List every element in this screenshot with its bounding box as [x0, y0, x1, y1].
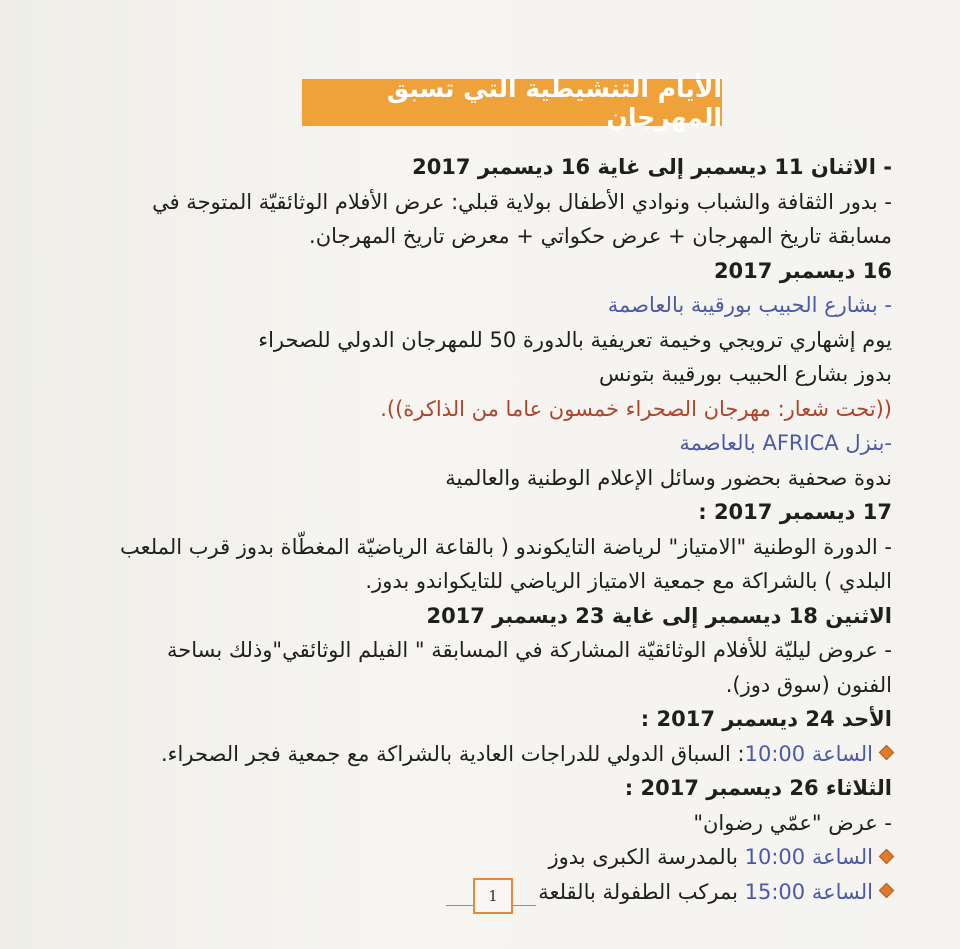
session-text: : السباق الدولي للدراجات العادية بالشراكة مع جمعية فجر الصحراء.	[160, 741, 745, 766]
text-line: - بدور الثقافة والشباب ونوادي الأطفال بولاية قبلي: عرض الأفلام الوثائقيّة المتوجة في	[152, 189, 892, 214]
text-line: - عروض ليليّة للأفلام الوثائقيّة المشاركة في المسابقة " الفيلم الوثائقي"وذلك بساحة	[166, 638, 892, 662]
session-text: بالمدرسة الكبرى بدوز	[548, 845, 745, 869]
diamond-bullet-icon	[879, 883, 895, 899]
date-heading: 16 ديسمبر 2017	[713, 258, 892, 283]
location-line: - بشارع الحبيب بورقيبة بالعاصمة	[607, 293, 892, 317]
date-heading: الأحد 24 ديسمبر 2017 :	[640, 707, 892, 731]
date-heading: الثلاثاء 26 ديسمبر 2017 :	[624, 776, 892, 800]
session-line	[100, 737, 892, 772]
session-time: الساعة 10:00	[744, 845, 873, 869]
date-heading: 17 ديسمبر 2017 :	[698, 500, 892, 524]
text-line: مسابقة تاريخ المهرجان + عرض حكواتي + معرض تاريخ المهرجان.	[309, 224, 892, 248]
session-time: الساعة 15:00	[744, 879, 873, 904]
section-title: الأيام التنشيطية التي تسبق المهرجان	[302, 79, 722, 126]
diamond-bullet-icon	[879, 848, 895, 864]
text-line: البلدي ) بالشراكة مع جمعية الامتياز الرياضي للتايكواندو بدوز.	[365, 569, 892, 593]
text-line: بدوز بشارع الحبيب بورقيبة بتونس	[598, 362, 892, 386]
text-line: ندوة صحفية بحضور وسائل الإعلام الوطنية والعالمية	[445, 465, 892, 490]
content	[100, 150, 892, 909]
session-text: بمركب الطفولة بالقلعة	[538, 879, 745, 904]
text-line: - الدورة الوطنية "الامتياز" لرياضة التايكوندو ( بالقاعة الرياضيّة المغطّاة بدوز قرب الملعب	[119, 534, 892, 559]
date-heading: الاثنين 18 ديسمبر إلى غاية 23 ديسمبر 2017	[426, 603, 892, 628]
location-line: -بنزل AFRICA بالعاصمة	[679, 431, 892, 455]
slogan-line: ((تحت شعار: مهرجان الصحراء خمسون عاما من الذاكرة)).	[380, 396, 892, 421]
diamond-bullet-icon	[879, 745, 895, 761]
page-number: 1	[473, 878, 513, 914]
session-time: الساعة 10:00	[744, 741, 873, 766]
session-line	[100, 840, 892, 875]
text-line: يوم إشهاري ترويجي وخيمة تعريفية بالدورة 50 للمهرجان الدولي للصحراء	[258, 327, 892, 352]
show-title-line: - عرض "عمّي رضوان"	[693, 810, 892, 835]
date-heading: - الاثنان 11 ديسمبر إلى غاية 16 ديسمبر 2017	[412, 155, 892, 179]
text-line: الفنون (سوق دوز).	[725, 672, 892, 697]
